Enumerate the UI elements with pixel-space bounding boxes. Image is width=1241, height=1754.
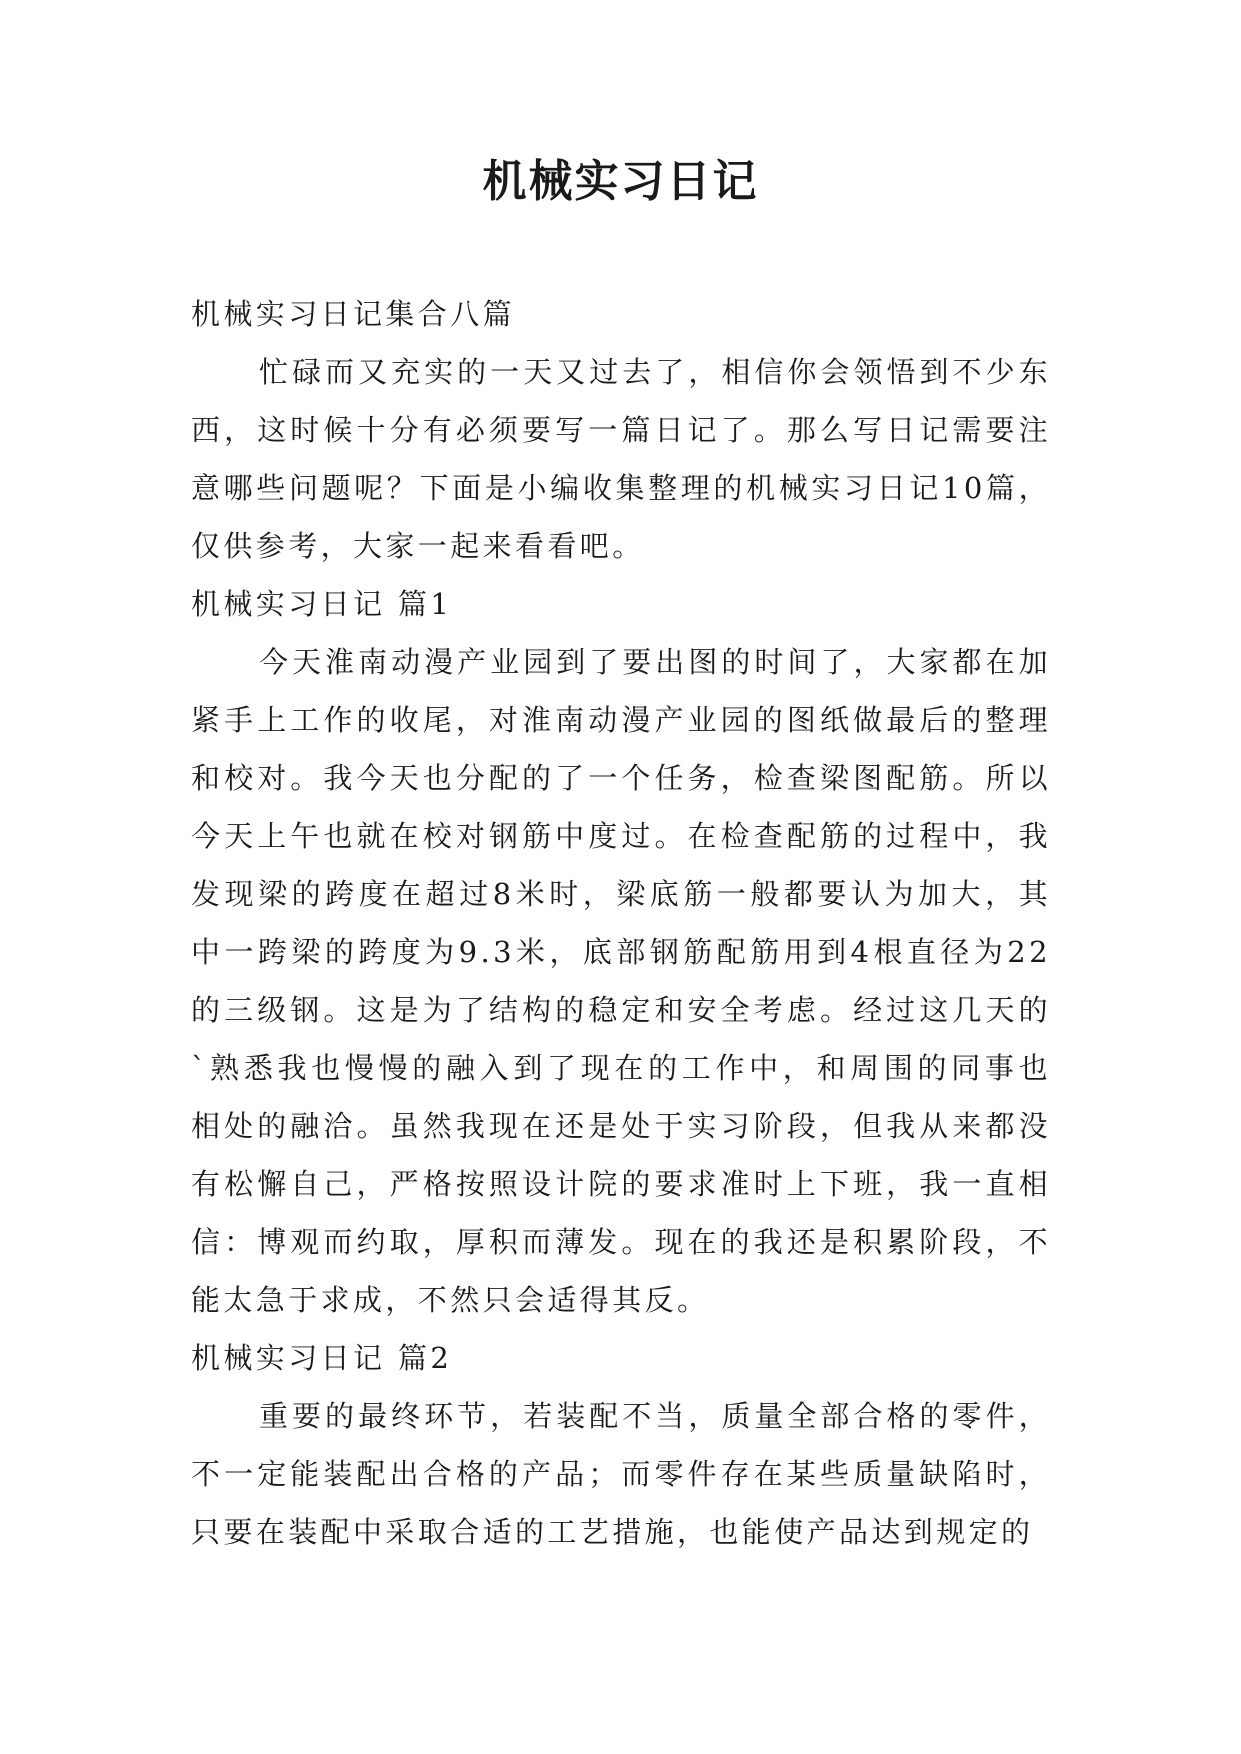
section-paragraph-1: 今天淮南动漫产业园到了要出图的时间了，大家都在加紧手上工作的收尾，对淮南动漫产业园的图纸做最后的整理和校对。我今天也分配的了一个任务，检查梁图配筋。所以今天上午也就在校对钢筋中度过。在检查配筋的过程中，我发现梁的跨度在超过8米时，梁底筋一般都要认为加大，其中一跨梁的跨度为9.3米，底部钢筋配筋用到4根直径为22的三级钢。这是为了结构的稳定和安全考虑。经过这几天的`熟悉我也慢慢的融入到了现在的工作中，和周围的同事也相处的融洽。虽然我现在还是处于实习阶段，但我从来都没有松懈自己，严格按照设计院的要求准时上下班，我一直相信：博观而约取，厚积而薄发。现在的我还是积累阶段，不能太急于求成，不然只会适得其反。 (191, 645, 1051, 1317)
section-paragraph-2: 重要的最终环节，若装配不当，质量全部合格的零件，不一定能装配出合格的产品；而零件存在某些质量缺陷时，只要在装配中采取合适的工艺措施，也能使产品达到规定的 (191, 1399, 1051, 1549)
document-title: 机械实习日记 (482, 156, 759, 207)
document-body (191, 285, 1051, 1561)
intro-paragraph: 忙碌而又充实的一天又过去了，相信你会领悟到不少东西，这时候十分有必须要写一篇日记了。那么写日记需要注意哪些问题呢？下面是小编收集整理的机械实习日记10篇，仅供参考，大家一起来看看吧。 (191, 355, 1051, 563)
collection-subtitle: 机械实习日记集合八篇 (191, 297, 516, 331)
section-heading-2: 机械实习日记 篇2 (191, 1341, 453, 1375)
section-heading-1: 机械实习日记 篇1 (191, 587, 453, 621)
